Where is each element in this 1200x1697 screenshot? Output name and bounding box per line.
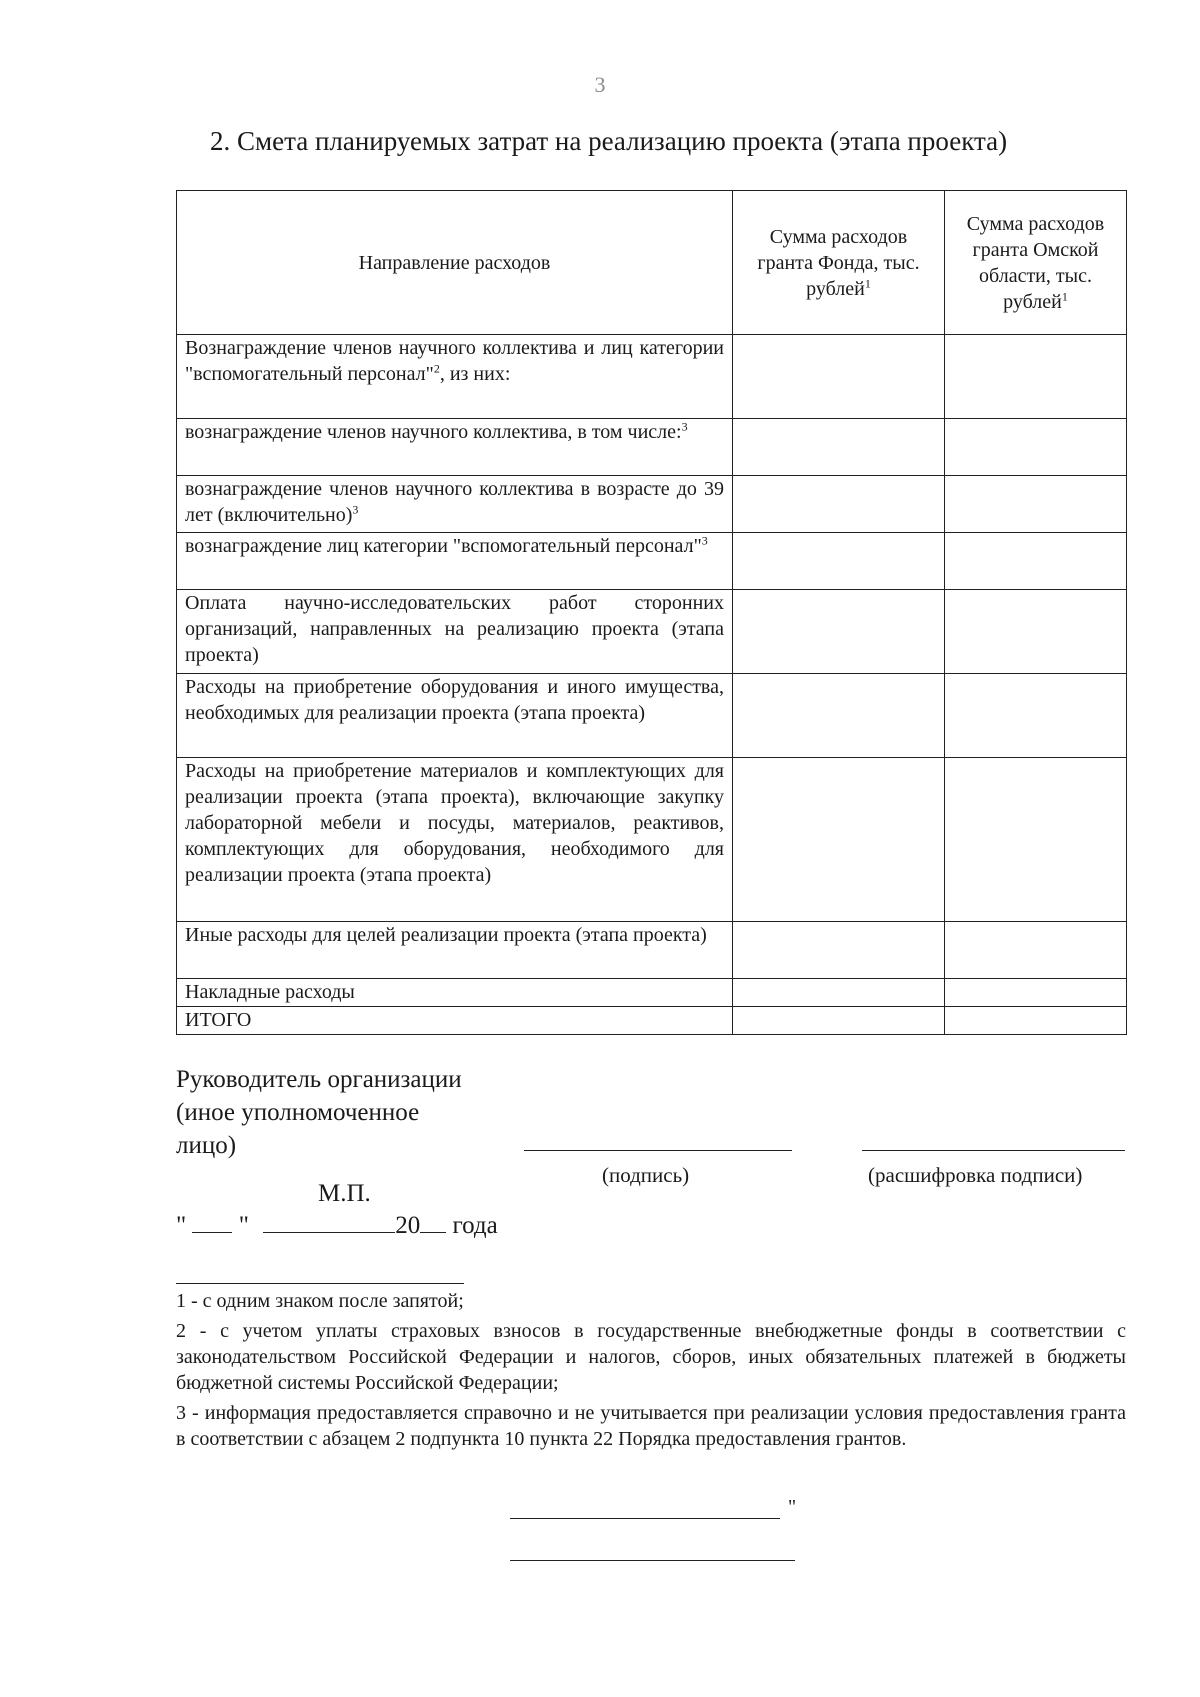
footnote-divider <box>176 1283 464 1284</box>
table-row <box>177 758 1127 922</box>
table-row <box>177 335 1127 419</box>
row-label: Расходы на приобретение материалов и комплектующих для реализации проекта (этапа проекта), включающие закупку лабораторной мебели и посуды, материалов, реактивов, комплектующих для оборудования, необходимого для реализации проекта (этапа проекта) <box>177 758 733 922</box>
omsk-cell[interactable] <box>945 533 1127 590</box>
omsk-cell[interactable] <box>945 419 1127 476</box>
table-row <box>177 476 1127 533</box>
date-year-prefix: 20 <box>395 1212 421 1239</box>
closing-line <box>510 1518 780 1519</box>
cost-estimate-table <box>176 190 1127 1035</box>
fund-cell[interactable] <box>733 533 945 590</box>
fund-cell[interactable] <box>733 922 945 979</box>
closing-quote: " <box>788 1496 797 1518</box>
omsk-cell[interactable] <box>945 758 1127 922</box>
row-label: Вознаграждение членов научного коллектива и лиц категории "вспомогательный персонал"$^2$, из них: <box>177 335 733 419</box>
date-close-quote: " <box>238 1212 249 1239</box>
row-label: вознаграждение членов научного коллектива в возрасте до 39 лет (включительно)$^3$ <box>177 476 733 533</box>
table-row-total <box>177 1007 1127 1035</box>
fund-cell[interactable] <box>733 476 945 533</box>
fund-cell[interactable] <box>733 590 945 674</box>
table-row <box>177 979 1127 1007</box>
closing-line <box>510 1560 795 1561</box>
stamp-place-label: М.П. <box>318 1180 371 1207</box>
fund-cell[interactable] <box>733 419 945 476</box>
signature-decode-field[interactable] <box>862 1150 1125 1151</box>
row-label-total: ИТОГО <box>177 1007 733 1035</box>
fund-total-cell[interactable] <box>733 1007 945 1035</box>
footnote: 1 - с одним знаком после запятой; <box>176 1290 464 1312</box>
table-row <box>177 419 1127 476</box>
fund-cell[interactable] <box>733 335 945 419</box>
omsk-cell[interactable] <box>945 674 1127 758</box>
row-label: Накладные расходы <box>177 979 733 1007</box>
date-suffix: года <box>452 1212 498 1239</box>
omsk-cell[interactable] <box>945 979 1127 1007</box>
date-line <box>176 1210 498 1240</box>
header-direction: Направление расходов <box>177 191 733 335</box>
fund-cell[interactable] <box>733 979 945 1007</box>
omsk-cell[interactable] <box>945 476 1127 533</box>
signature-field[interactable] <box>524 1150 792 1151</box>
footnote: 2 - с учетом уплаты страховых взносов в государственные внебюджетные фонды в соответствии с законодательством Российской Федерации и налогов, сборов, иных обязательных платежей в бюджеты бюджетной системы Российской Федерации; <box>176 1320 1126 1394</box>
omsk-total-cell[interactable] <box>945 1007 1127 1035</box>
signature-decode-caption: (расшифровка подписи) <box>868 1163 1083 1187</box>
table-row <box>177 922 1127 979</box>
fund-cell[interactable] <box>733 758 945 922</box>
table-header-row <box>177 191 1127 335</box>
date-month-field[interactable] <box>263 1210 395 1233</box>
row-label: вознаграждение членов научного коллектива, в том числе:$^3$ <box>177 419 733 476</box>
row-label: Иные расходы для целей реализации проекта (этапа проекта) <box>177 922 733 979</box>
header-omsk-sum: Сумма расходов гранта Омской области, тыс. рублей$^1$ <box>945 191 1127 335</box>
table-row <box>177 674 1127 758</box>
table-row <box>177 533 1127 590</box>
section-title: 2. Смета планируемых затрат на реализацию проекта (этапа проекта) <box>210 126 1008 156</box>
signatory-role <box>176 1063 462 1162</box>
fund-cell[interactable] <box>733 674 945 758</box>
header-fund-sum: Сумма расходов гранта Фонда, тыс. рублей$^1$ <box>733 191 945 335</box>
signatory-role-line: Руководитель организации <box>176 1066 462 1093</box>
footnote: 3 - информация предоставляется справочно и не учитывается при реализации условия предоставления гранта в соответствии с абзацем 2 подпункта 10 пункта 22 Порядка предоставления грантов. <box>176 1402 1126 1450</box>
omsk-cell[interactable] <box>945 335 1127 419</box>
page-number: 3 <box>594 72 606 97</box>
row-label: Оплата научно-исследовательских работ сторонних организаций, направленных на реализацию проекта (этапа проекта) <box>177 590 733 674</box>
omsk-cell[interactable] <box>945 922 1127 979</box>
footnotes <box>176 1288 1126 1456</box>
date-year-field[interactable] <box>420 1210 446 1233</box>
signatory-role-line: (иное уполномоченное <box>176 1099 420 1126</box>
signature-caption: (подпись) <box>602 1163 690 1187</box>
date-open-quote: " <box>176 1212 187 1239</box>
row-label: вознаграждение лиц категории "вспомогательный персонал"$^3$ <box>177 533 733 590</box>
table-row <box>177 590 1127 674</box>
row-label: Расходы на приобретение оборудования и иного имущества, необходимых для реализации проекта (этапа проекта) <box>177 674 733 758</box>
date-day-field[interactable] <box>192 1210 232 1233</box>
omsk-cell[interactable] <box>945 590 1127 674</box>
signatory-role-line: лицо) <box>176 1132 237 1159</box>
